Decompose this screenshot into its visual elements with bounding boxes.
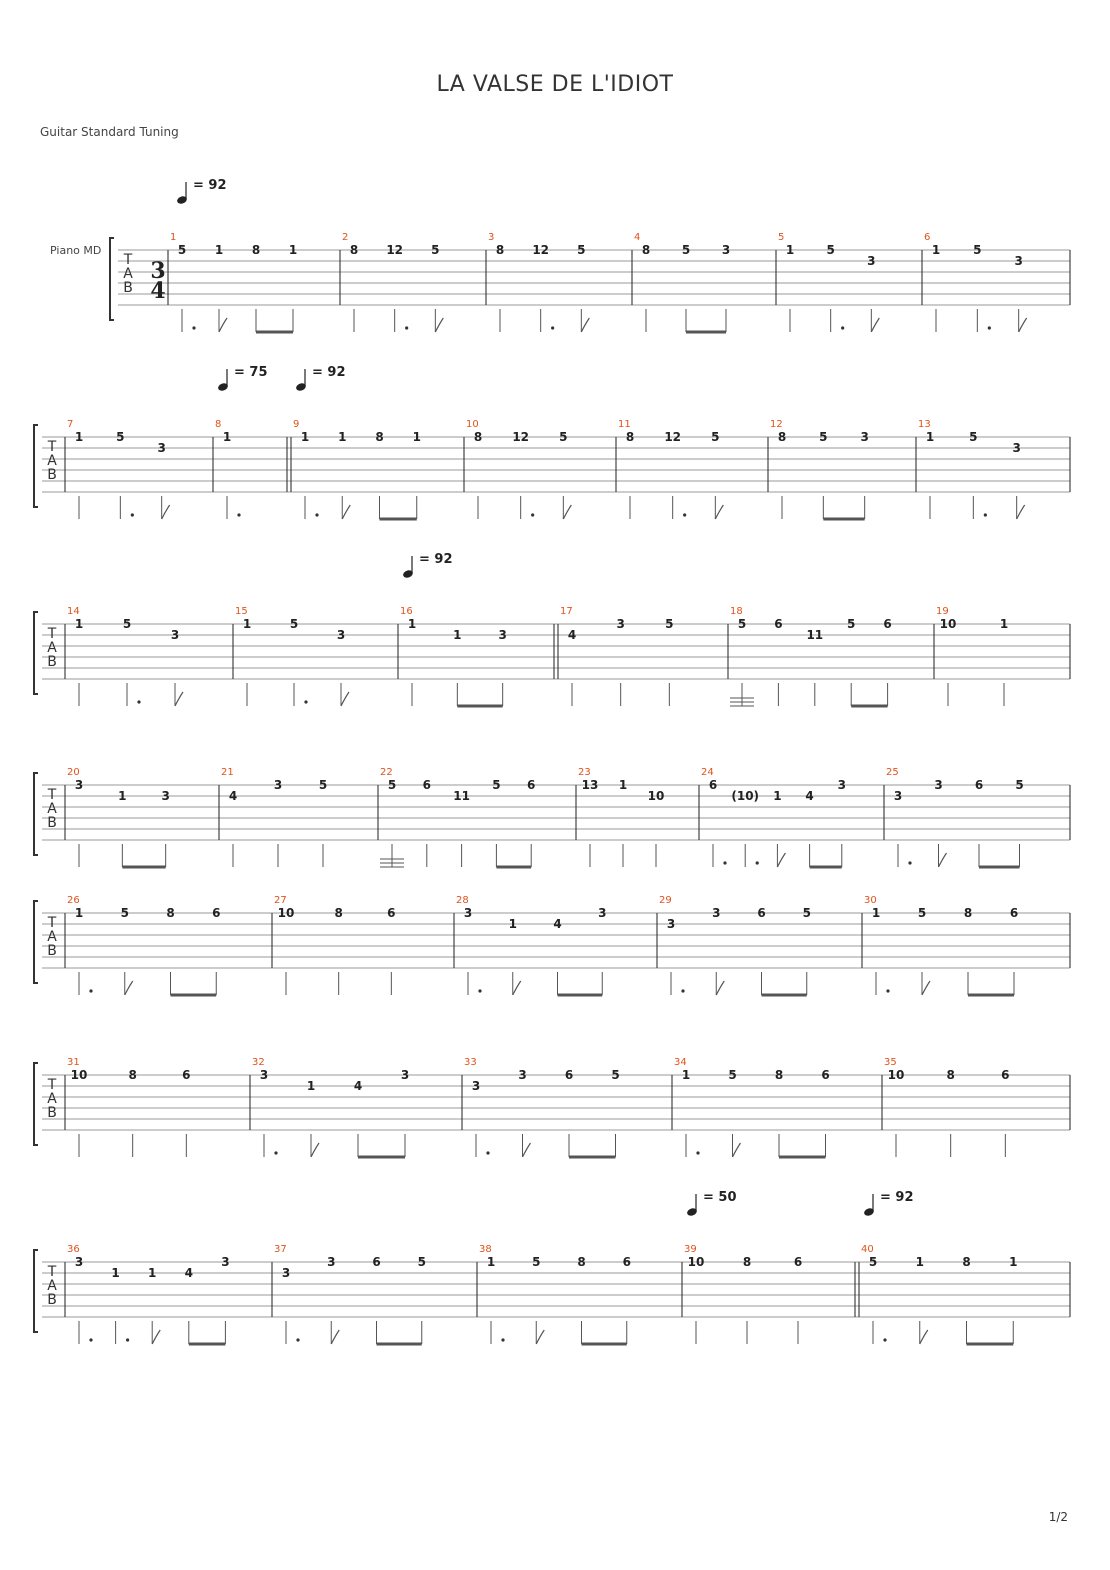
fret-number: 4: [228, 789, 238, 803]
fret-number: 5: [611, 1068, 620, 1082]
fret-number: 4: [567, 628, 577, 642]
fret-number: 3: [161, 789, 170, 803]
page-number: 1/2: [1048, 1510, 1068, 1524]
tab-clef-letter: B: [47, 815, 57, 831]
fret-number: 1: [300, 430, 310, 444]
fret-number: 8: [625, 430, 635, 444]
fret-number: 10: [939, 617, 957, 631]
measure-number: 16: [400, 606, 413, 617]
fret-number: 1: [681, 1068, 691, 1082]
measure-number: 2: [342, 232, 349, 243]
eighth-flag: [342, 505, 350, 519]
tab-clef-letter: A: [47, 1091, 57, 1107]
tuning-label: Guitar Standard Tuning: [40, 125, 179, 139]
fret-number: 3: [893, 789, 903, 803]
fret-number: 8: [473, 430, 483, 444]
dot: [315, 513, 318, 516]
system-bracket: [34, 1250, 38, 1332]
measure-number: 18: [730, 606, 743, 617]
measure-number: 8: [215, 419, 222, 430]
fret-number: 6: [622, 1255, 631, 1269]
dot: [486, 1151, 489, 1154]
dot: [131, 513, 134, 516]
measure-number: 28: [456, 895, 469, 906]
fret-number: 8: [774, 1068, 784, 1082]
fret-number: 6: [387, 906, 396, 920]
fret-number: 5: [417, 1255, 426, 1269]
tab-clef-letter: B: [47, 1105, 57, 1121]
fret-number: 6: [757, 906, 766, 920]
fret-number: 1: [118, 789, 127, 803]
fret-number: 4: [353, 1079, 363, 1093]
system-bracket: [34, 901, 38, 983]
fret-number: 8: [334, 906, 343, 920]
fret-number: 11: [453, 789, 470, 803]
measure-number: 24: [701, 767, 714, 778]
fret-number: 3: [281, 1266, 291, 1280]
fret-number: 5: [819, 430, 828, 444]
fret-number: 3: [1012, 441, 1021, 455]
tab-clef-letter: T: [47, 439, 57, 455]
fret-number: 6: [793, 1255, 803, 1269]
tempo-marking: = 75: [234, 365, 268, 380]
fret-number: 3: [860, 430, 869, 444]
eighth-flag: [152, 1330, 160, 1344]
dot: [89, 989, 92, 992]
fret-number: 6: [774, 617, 783, 631]
tab-clef-letter: T: [47, 1077, 57, 1093]
fret-number: 3: [170, 628, 180, 642]
fret-number: 5: [969, 430, 978, 444]
fret-number: 10: [687, 1255, 705, 1269]
fret-number: 1: [453, 628, 462, 642]
measure-number: 15: [235, 606, 248, 617]
measure-number: 19: [936, 606, 949, 617]
fret-number: 3: [837, 778, 846, 792]
dot: [501, 1338, 504, 1341]
fret-number: 1: [74, 617, 84, 631]
dot: [274, 1151, 277, 1154]
tab-clef-letter: A: [123, 266, 133, 282]
measure-number: 27: [274, 895, 287, 906]
system-bracket: [34, 425, 38, 507]
tab-clef-letter: A: [47, 1278, 57, 1294]
eighth-flag: [435, 318, 443, 332]
measure-number: 12: [770, 419, 783, 430]
fret-number: 12: [664, 430, 682, 444]
fret-number: 1: [618, 778, 628, 792]
tab-clef-letter: T: [47, 787, 57, 803]
measure-number: 4: [634, 232, 641, 243]
measure-number: 23: [578, 767, 591, 778]
fret-number: 3: [157, 441, 166, 455]
eighth-flag: [939, 853, 947, 867]
dot: [531, 513, 534, 516]
dot: [683, 513, 686, 516]
fret-number: 1: [338, 430, 347, 444]
eighth-flag: [1019, 318, 1027, 332]
fret-number: 8: [166, 906, 175, 920]
fret-number: 3: [518, 1068, 527, 1082]
fret-number: 1: [407, 617, 417, 631]
measure-number: 31: [67, 1057, 80, 1068]
fret-number: 1: [925, 430, 935, 444]
measure-number: 29: [659, 895, 672, 906]
measure-number: 40: [861, 1244, 874, 1255]
measure-number: 1: [170, 232, 177, 243]
fret-number: 1: [214, 243, 224, 257]
fret-number: (10): [731, 789, 760, 803]
fret-number: 6: [1009, 906, 1019, 920]
measure-number: 32: [252, 1057, 265, 1068]
measure-number: 35: [884, 1057, 897, 1068]
fret-number: 6: [564, 1068, 574, 1082]
measure-number: 22: [380, 767, 393, 778]
system-bracket: [110, 238, 114, 320]
fret-number: 1: [148, 1266, 157, 1280]
fret-number: 8: [251, 243, 261, 257]
dot: [237, 513, 240, 516]
eighth-flag: [563, 505, 571, 519]
eighth-flag: [733, 1143, 741, 1157]
measure-number: 25: [886, 767, 899, 778]
dot: [192, 326, 195, 329]
dot: [681, 989, 684, 992]
dot: [551, 326, 554, 329]
dot: [296, 1338, 299, 1341]
fret-number: 10: [277, 906, 295, 920]
eighth-flag: [513, 981, 521, 995]
time-signature-bottom: 4: [150, 278, 166, 304]
fret-number: 6: [883, 617, 892, 631]
fret-number: 5: [737, 617, 747, 631]
tab-clef-letter: T: [47, 1264, 57, 1280]
fret-number: 3: [867, 254, 876, 268]
dot: [723, 861, 726, 864]
dot: [126, 1338, 129, 1341]
fret-number: 10: [70, 1068, 88, 1082]
fret-number: 8: [349, 243, 359, 257]
eighth-flag: [777, 853, 785, 867]
system-bracket: [34, 612, 38, 694]
fret-number: 8: [577, 1255, 586, 1269]
measure-number: 21: [221, 767, 234, 778]
fret-number: 1: [1009, 1255, 1018, 1269]
fret-number: 8: [946, 1068, 955, 1082]
fret-number: 11: [806, 628, 824, 642]
tab-clef-letter: B: [47, 654, 57, 670]
song-title: LA VALSE DE L'IDIOT: [436, 72, 674, 97]
measure-number: 37: [274, 1244, 287, 1255]
fret-number: 3: [400, 1068, 410, 1082]
fret-number: 3: [273, 778, 283, 792]
dot: [908, 861, 911, 864]
fret-number: 4: [805, 789, 814, 803]
measure-number: 20: [67, 767, 80, 778]
fret-number: 5: [711, 430, 720, 444]
fret-number: 3: [712, 906, 721, 920]
fret-number: 5: [177, 243, 187, 257]
fret-number: 1: [773, 789, 782, 803]
fret-number: 5: [868, 1255, 878, 1269]
eighth-flag: [1017, 505, 1025, 519]
fret-number: 6: [422, 778, 431, 792]
fret-number: 3: [721, 243, 731, 257]
fret-number: 6: [708, 778, 718, 792]
fret-number: 3: [598, 906, 607, 920]
measure-number: 10: [466, 419, 479, 430]
fret-number: 3: [221, 1255, 230, 1269]
measure-number: 39: [684, 1244, 697, 1255]
fret-number: 5: [728, 1068, 737, 1082]
fret-number: 1: [288, 243, 298, 257]
fret-number: 1: [931, 243, 941, 257]
eighth-flag: [125, 981, 133, 995]
measure-number: 34: [674, 1057, 687, 1068]
fret-number: 8: [742, 1255, 752, 1269]
eighth-flag: [219, 318, 227, 332]
time-signature-top: 3: [150, 258, 166, 284]
fret-number: 12: [386, 243, 404, 257]
dot: [478, 989, 481, 992]
tab-clef-letter: T: [47, 626, 57, 642]
eighth-flag: [871, 318, 879, 332]
measure-number: 13: [918, 419, 931, 430]
fret-number: 5: [577, 243, 586, 257]
measure-number: 26: [67, 895, 80, 906]
fret-number: 1: [508, 917, 517, 931]
fret-number: 3: [259, 1068, 269, 1082]
eighth-flag: [536, 1330, 544, 1344]
fret-number: 5: [559, 430, 568, 444]
eighth-flag: [715, 505, 723, 519]
fret-number: 1: [915, 1255, 924, 1269]
fret-number: 10: [647, 789, 665, 803]
eighth-flag: [331, 1330, 339, 1344]
fret-number: 5: [917, 906, 927, 920]
fret-number: 3: [463, 906, 473, 920]
eighth-flag: [162, 505, 170, 519]
tab-clef-letter: A: [47, 929, 57, 945]
tab-clef-letter: B: [47, 467, 57, 483]
fret-number: 3: [1014, 254, 1023, 268]
fret-number: 5: [289, 617, 299, 631]
tempo-marking: = 92: [419, 552, 453, 567]
measure-number: 33: [464, 1057, 477, 1068]
tab-clef-letter: B: [47, 943, 57, 959]
fret-number: 8: [375, 430, 384, 444]
tab-clef-letter: A: [47, 801, 57, 817]
eighth-flag: [311, 1143, 319, 1157]
fret-number: 1: [111, 1266, 120, 1280]
dot: [696, 1151, 699, 1154]
fret-number: 1: [306, 1079, 316, 1093]
fret-number: 3: [74, 778, 84, 792]
measure-number: 5: [778, 232, 785, 243]
fret-number: 1: [999, 617, 1009, 631]
fret-number: 8: [128, 1068, 137, 1082]
measure-number: 7: [67, 419, 74, 430]
fret-number: 5: [847, 617, 856, 631]
fret-number: 3: [616, 617, 625, 631]
dot: [886, 989, 889, 992]
fret-number: 3: [934, 778, 943, 792]
tab-clef-letter: T: [47, 915, 57, 931]
fret-number: 3: [666, 917, 676, 931]
dot: [841, 326, 844, 329]
tab-clef-letter: T: [123, 252, 133, 268]
instrument-name: Piano MD: [50, 244, 102, 257]
fret-number: 6: [212, 906, 221, 920]
fret-number: 1: [74, 430, 84, 444]
eighth-flag: [716, 981, 724, 995]
fret-number: 6: [821, 1068, 830, 1082]
dot: [988, 326, 991, 329]
measure-number: 30: [864, 895, 877, 906]
tempo-marking: = 92: [880, 1190, 914, 1205]
fret-number: 5: [665, 617, 674, 631]
fret-number: 3: [498, 628, 507, 642]
system-bracket: [34, 1063, 38, 1145]
fret-number: 5: [973, 243, 982, 257]
dot: [405, 326, 408, 329]
measure-number: 11: [618, 419, 631, 430]
dot: [89, 1338, 92, 1341]
fret-number: 10: [887, 1068, 905, 1082]
fret-number: 5: [802, 906, 811, 920]
eighth-flag: [175, 692, 183, 706]
dot: [883, 1338, 886, 1341]
tempo-marking: = 92: [193, 178, 227, 193]
measure-number: 3: [488, 232, 495, 243]
fret-number: 13: [581, 778, 599, 792]
fret-number: 1: [785, 243, 795, 257]
fret-number: 5: [116, 430, 125, 444]
fret-number: 3: [327, 1255, 336, 1269]
dot: [756, 861, 759, 864]
fret-number: 5: [681, 243, 691, 257]
fret-number: 1: [242, 617, 252, 631]
fret-number: 8: [641, 243, 651, 257]
tab-clef-letter: B: [123, 280, 133, 296]
tab-clef-letter: B: [47, 1292, 57, 1308]
fret-number: 5: [1015, 778, 1024, 792]
fret-number: 8: [962, 1255, 971, 1269]
tempo-marking: = 50: [703, 1190, 737, 1205]
fret-number: 1: [222, 430, 232, 444]
fret-number: 12: [532, 243, 550, 257]
dot: [304, 700, 307, 703]
system-bracket: [34, 773, 38, 855]
fret-number: 6: [974, 778, 984, 792]
fret-number: 6: [1001, 1068, 1010, 1082]
measure-number: 14: [67, 606, 80, 617]
fret-number: 1: [486, 1255, 496, 1269]
tab-clef-letter: A: [47, 640, 57, 656]
fret-number: 8: [777, 430, 787, 444]
fret-number: 1: [412, 430, 421, 444]
fret-number: 6: [182, 1068, 191, 1082]
fret-number: 6: [527, 778, 536, 792]
eighth-flag: [341, 692, 349, 706]
measure-number: 9: [293, 419, 300, 430]
fret-number: 5: [532, 1255, 541, 1269]
fret-number: 3: [471, 1079, 481, 1093]
fret-number: 3: [336, 628, 346, 642]
fret-number: 5: [431, 243, 440, 257]
fret-number: 8: [495, 243, 505, 257]
measure-number: 38: [479, 1244, 492, 1255]
measure-number: 36: [67, 1244, 80, 1255]
measure-number: 6: [924, 232, 931, 243]
fret-number: 6: [372, 1255, 381, 1269]
eighth-flag: [581, 318, 589, 332]
dot: [984, 513, 987, 516]
fret-number: 5: [120, 906, 129, 920]
tab-clef-letter: A: [47, 453, 57, 469]
fret-number: 12: [512, 430, 530, 444]
measure-number: 17: [560, 606, 573, 617]
fret-number: 5: [826, 243, 835, 257]
eighth-flag: [920, 1330, 928, 1344]
fret-number: 5: [492, 778, 501, 792]
eighth-flag: [523, 1143, 531, 1157]
fret-number: 3: [74, 1255, 84, 1269]
fret-number: 5: [122, 617, 132, 631]
fret-number: 5: [387, 778, 397, 792]
fret-number: 1: [74, 906, 84, 920]
fret-number: 8: [963, 906, 973, 920]
dot: [137, 700, 140, 703]
fret-number: 1: [871, 906, 881, 920]
fret-number: 5: [318, 778, 328, 792]
tempo-marking: = 92: [312, 365, 346, 380]
fret-number: 4: [553, 917, 562, 931]
eighth-flag: [922, 981, 930, 995]
fret-number: 4: [184, 1266, 193, 1280]
